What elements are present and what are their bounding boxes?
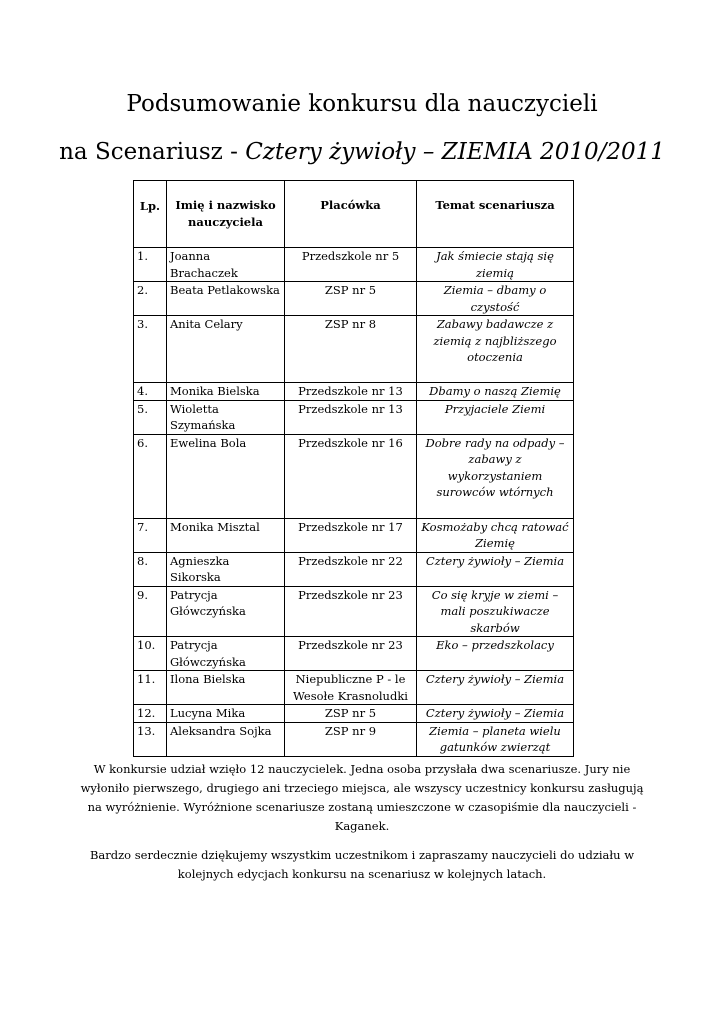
cell-place: Przedszkole nr 13 — [285, 400, 417, 434]
cell-place: Przedszkole nr 5 — [285, 248, 417, 282]
cell-place: Przedszkole nr 23 — [285, 586, 417, 637]
cell-place: Przedszkole nr 16 — [285, 434, 417, 518]
cell-place: Przedszkole nr 13 — [285, 383, 417, 401]
cell-place: Przedszkole nr 22 — [285, 552, 417, 586]
title-italic: Cztery żywioły – ZIEMIA 2010/2011 — [245, 139, 665, 165]
cell-lp: 1. — [134, 248, 167, 282]
table-row — [134, 248, 574, 282]
cell-name: Patrycja Główczyńska — [167, 586, 285, 637]
cell-name: Agnieszka Sikorska — [167, 552, 285, 586]
table-row — [134, 383, 574, 401]
cell-name: Aleksandra Sojka — [167, 722, 285, 756]
cell-name: Monika Misztal — [167, 518, 285, 552]
cell-name: Monika Bielska — [167, 383, 285, 401]
results-table — [133, 180, 574, 757]
cell-place: ZSP nr 5 — [285, 705, 417, 723]
cell-topic: Cztery żywioły – Ziemia — [417, 705, 574, 723]
cell-topic: Eko – przedszkolacy — [417, 637, 574, 671]
cell-name: Patrycja Główczyńska — [167, 637, 285, 671]
cell-topic: Zabawy badawcze z ziemią z najbliższego otoczenia — [417, 316, 574, 383]
summary-paragraph: W konkursie udział wzięło 12 nauczycielek. Jedna osoba przysłała dwa scenariusze. Jury nie wyłoniło pierwszego, drugiego ani trzeciego miejsca, ale wszyscy uczestnicy konkursu zasługują na wyróżnienie. Wyróżnione scenariusze zostaną umieszczone w czasopiśmie dla nauczycieli - Kaganek. — [80, 762, 644, 833]
document-title-line-2 — [0, 138, 724, 166]
cell-lp: 8. — [134, 552, 167, 586]
header-lp: Lp. — [134, 181, 167, 248]
cell-topic: Ziemia – dbamy o czystość — [417, 282, 574, 316]
cell-topic: Cztery żywioły – Ziemia — [417, 671, 574, 705]
table-row — [134, 552, 574, 586]
cell-name: Lucyna Mika — [167, 705, 285, 723]
table-row — [134, 282, 574, 316]
cell-name: Ewelina Bola — [167, 434, 285, 518]
table-row — [134, 637, 574, 671]
cell-topic: Jak śmiecie stają się ziemią — [417, 248, 574, 282]
cell-place: ZSP nr 8 — [285, 316, 417, 383]
document-title-line-1: Podsumowanie konkursu dla nauczycieli — [126, 91, 598, 117]
cell-name: Joanna Brachaczek — [167, 248, 285, 282]
cell-lp: 4. — [134, 383, 167, 401]
cell-lp: 3. — [134, 316, 167, 383]
cell-lp: 10. — [134, 637, 167, 671]
table-row — [134, 518, 574, 552]
cell-topic: Przyjaciele Ziemi — [417, 400, 574, 434]
cell-place: Przedszkole nr 17 — [285, 518, 417, 552]
table-row — [134, 586, 574, 637]
thanks-paragraph: Bardzo serdecznie dziękujemy wszystkim uczestnikom i zapraszamy nauczycieli do udziału w kolejnych edycjach konkursu na scenariusz w kolejnych latach. — [89, 848, 635, 881]
cell-topic: Co się kryje w ziemi – mali poszukiwacze skarbów — [417, 586, 574, 637]
cell-lp: 5. — [134, 400, 167, 434]
cell-lp: 11. — [134, 671, 167, 705]
cell-topic: Ziemia – planeta wielu gatunków zwierząt — [417, 722, 574, 756]
cell-name: Ilona Bielska — [167, 671, 285, 705]
header-topic: Temat scenariusza — [417, 181, 574, 248]
table-row — [134, 400, 574, 434]
cell-place: Przedszkole nr 23 — [285, 637, 417, 671]
cell-place: ZSP nr 5 — [285, 282, 417, 316]
table-row — [134, 722, 574, 756]
cell-place: Niepubliczne P - le Wesołe Krasnoludki — [285, 671, 417, 705]
cell-lp: 2. — [134, 282, 167, 316]
table-row — [134, 316, 574, 383]
cell-name: Wioletta Szymańska — [167, 400, 285, 434]
table-row — [134, 434, 574, 518]
cell-name: Anita Celary — [167, 316, 285, 383]
table-row — [134, 671, 574, 705]
cell-lp: 7. — [134, 518, 167, 552]
header-name: Imię i nazwisko nauczyciela — [167, 181, 285, 248]
table-header-row — [134, 181, 574, 248]
cell-place: ZSP nr 9 — [285, 722, 417, 756]
cell-lp: 13. — [134, 722, 167, 756]
table-row — [134, 705, 574, 723]
cell-lp: 12. — [134, 705, 167, 723]
title-prefix: na Scenariusz - — [59, 139, 246, 165]
cell-topic: Dbamy o naszą Ziemię — [417, 383, 574, 401]
cell-lp: 6. — [134, 434, 167, 518]
cell-lp: 9. — [134, 586, 167, 637]
cell-topic: Kosmożaby chcą ratować Ziemię — [417, 518, 574, 552]
cell-topic: Dobre rady na odpady – zabawy z wykorzystaniem surowców wtórnych — [417, 434, 574, 518]
cell-topic: Cztery żywioły – Ziemia — [417, 552, 574, 586]
cell-name: Beata Petlakowska — [167, 282, 285, 316]
header-place: Placówka — [285, 181, 417, 248]
